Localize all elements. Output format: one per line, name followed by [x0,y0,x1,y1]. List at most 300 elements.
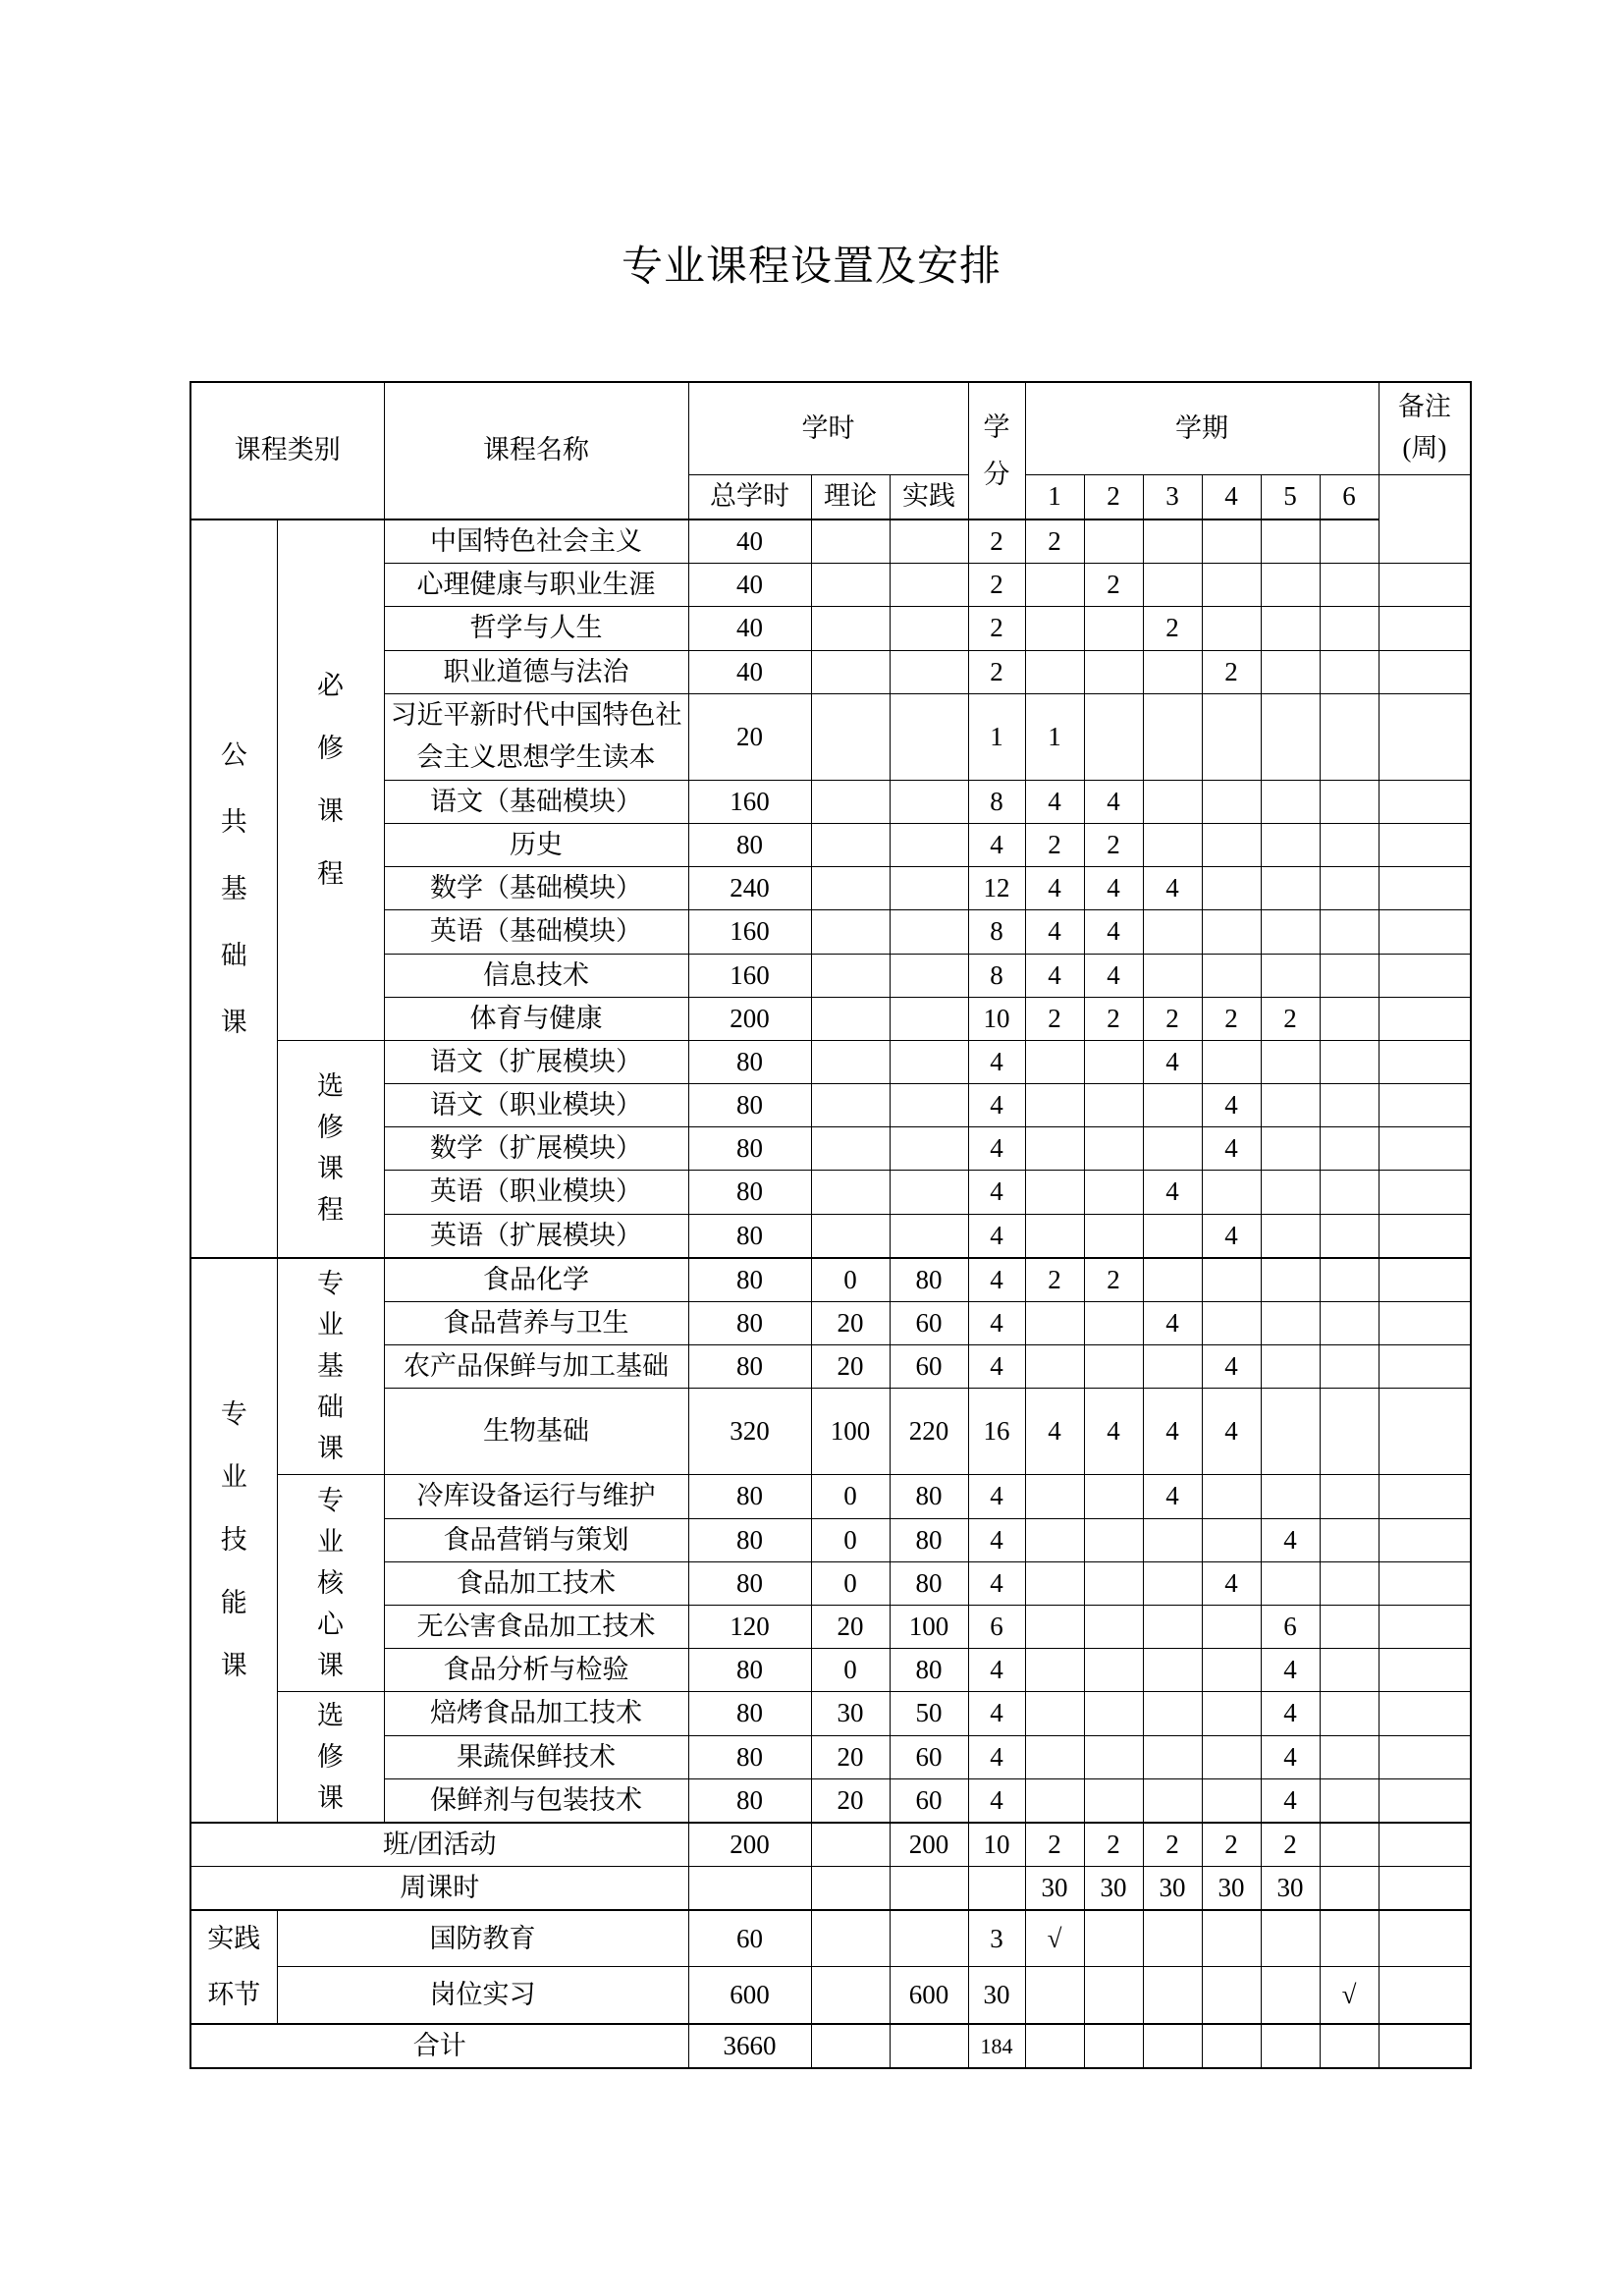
semester-5-cell [1261,867,1320,910]
category-public-base-cell [190,519,277,1258]
note-label-line1: 备注 [1397,392,1451,422]
note-cell [1379,1084,1471,1127]
note-cell [1379,1214,1471,1258]
course-name-cell: 无公害食品加工技术 [384,1605,688,1648]
semester-4-cell [1202,1910,1261,1967]
semester-6-cell [1320,1040,1379,1083]
semester-5-cell: 4 [1261,1692,1320,1735]
semester-4-cell: 2 [1202,1823,1261,1867]
semester-3-cell [1143,1692,1202,1735]
note-cell [1379,1258,1471,1302]
practice-hours-cell [890,1084,968,1127]
activity-label-cell: 班/团活动 [190,1823,688,1867]
note-cell [1379,693,1471,780]
course-name-cell: 习近平新时代中国特色社会主义思想学生读本 [384,693,688,780]
semester-3-cell [1143,519,1202,564]
category-pro-core-label: 专 业 核 心 课 [317,1485,344,1680]
semester-2-cell [1084,693,1143,780]
semester-3-cell [1143,1649,1202,1692]
semester-1-cell: 2 [1025,823,1084,866]
table-row [190,1823,1471,1867]
semester-5-cell: 4 [1261,1518,1320,1561]
note-cell [1379,1823,1471,1867]
practice-hours-cell [890,519,968,564]
semester-6-cell [1320,1649,1379,1692]
semester-5-cell [1261,1389,1320,1475]
semester-1-cell: √ [1025,1910,1084,1967]
header-sem-1: 1 [1025,474,1084,519]
semester-3-cell [1143,954,1202,997]
semester-2-cell [1084,2024,1143,2068]
semester-6-cell [1320,910,1379,954]
semester-3-cell [1143,780,1202,823]
note-cell [1379,1561,1471,1605]
credit-cell: 2 [968,650,1025,693]
semester-6-cell [1320,1735,1379,1778]
semester-6-cell [1320,607,1379,650]
semester-1-cell [1025,1214,1084,1258]
practice-hours-cell [890,1867,968,1911]
total-hours-cell: 3660 [688,2024,811,2068]
total-hours-cell [688,1867,811,1911]
semester-6-cell: √ [1320,1967,1379,2024]
semester-1-cell [1025,607,1084,650]
semester-3-cell: 2 [1143,607,1202,650]
theory-hours-cell: 20 [811,1302,890,1345]
semester-5-cell [1261,1084,1320,1127]
theory-hours-cell: 20 [811,1778,890,1823]
theory-hours-cell [811,650,890,693]
credit-cell: 1 [968,693,1025,780]
table-row [190,1475,1471,1518]
category-elective-label: 选 修 课 程 [317,1071,344,1226]
semester-3-cell [1143,1561,1202,1605]
theory-hours-cell [811,1127,890,1171]
semester-1-cell [1025,650,1084,693]
semester-4-cell: 30 [1202,1867,1261,1911]
category-skill-cell [190,1258,277,1823]
semester-6-cell [1320,1605,1379,1648]
semester-5-cell [1261,693,1320,780]
semester-5-cell: 2 [1261,1823,1320,1867]
semester-6-cell [1320,1127,1379,1171]
header-course-name: 课程名称 [384,382,688,519]
credit-cell: 4 [968,1518,1025,1561]
credit-cell: 4 [968,823,1025,866]
semester-4-cell [1202,1692,1261,1735]
semester-1-cell [1025,1084,1084,1127]
total-hours-cell: 600 [688,1967,811,2024]
semester-5-cell: 4 [1261,1735,1320,1778]
semester-3-cell: 30 [1143,1867,1202,1911]
semester-1-cell [1025,1649,1084,1692]
semester-2-cell: 4 [1084,1389,1143,1475]
practice-hours-cell: 60 [890,1302,968,1345]
course-name-cell: 心理健康与职业生涯 [384,564,688,607]
credit-cell: 8 [968,954,1025,997]
total-hours-cell: 160 [688,780,811,823]
note-cell [1379,1171,1471,1214]
semester-2-cell [1084,519,1143,564]
semester-3-cell: 4 [1143,1171,1202,1214]
semester-4-cell: 4 [1202,1345,1261,1389]
semester-2-cell: 2 [1084,997,1143,1040]
theory-hours-cell: 0 [811,1649,890,1692]
course-name-cell: 焙烤食品加工技术 [384,1692,688,1735]
semester-2-cell: 30 [1084,1867,1143,1911]
semester-3-cell: 2 [1143,997,1202,1040]
semester-3-cell [1143,1345,1202,1389]
semester-5-cell [1261,1910,1320,1967]
theory-hours-cell [811,1214,890,1258]
semester-4-cell [1202,823,1261,866]
credit-cell: 4 [968,1561,1025,1605]
semester-1-cell: 2 [1025,997,1084,1040]
practice-hours-cell [890,997,968,1040]
category-practice-cell [190,1910,277,2023]
course-name-cell: 食品营销与策划 [384,1518,688,1561]
semester-5-cell: 30 [1261,1867,1320,1911]
semester-2-cell: 4 [1084,780,1143,823]
semester-3-cell [1143,1778,1202,1823]
total-hours-cell: 160 [688,910,811,954]
semester-2-cell [1084,1345,1143,1389]
semester-5-cell [1261,1214,1320,1258]
practice-hours-cell [890,1214,968,1258]
semester-3-cell [1143,1127,1202,1171]
course-name-cell: 英语（职业模块） [384,1171,688,1214]
semester-2-cell [1084,1518,1143,1561]
practice-hours-cell: 80 [890,1518,968,1561]
practice-hours-cell: 80 [890,1561,968,1605]
semester-2-cell [1084,1302,1143,1345]
practice-hours-cell [890,1171,968,1214]
semester-5-cell [1261,954,1320,997]
category-required-label: 必 修 课 程 [317,671,344,890]
semester-5-cell [1261,780,1320,823]
practice-hours-cell [890,2024,968,2068]
category-pro-elective-label: 选 修 课 [317,1700,344,1813]
total-hours-cell: 40 [688,607,811,650]
semester-4-cell [1202,910,1261,954]
theory-hours-cell: 0 [811,1475,890,1518]
semester-1-cell [1025,1735,1084,1778]
semester-6-cell [1320,2024,1379,2068]
practice-hours-cell [890,693,968,780]
practice-hours-cell: 80 [890,1649,968,1692]
semester-3-cell: 2 [1143,1823,1202,1867]
course-name-cell: 数学（扩展模块） [384,1127,688,1171]
semester-1-cell: 30 [1025,1867,1084,1911]
semester-5-cell [1261,1171,1320,1214]
practice-hours-cell [890,1127,968,1171]
theory-hours-cell: 0 [811,1258,890,1302]
table-row [190,1040,1471,1083]
semester-3-cell [1143,1214,1202,1258]
semester-6-cell [1320,1302,1379,1345]
course-name-cell: 语文（职业模块） [384,1084,688,1127]
note-cell [1379,2024,1471,2068]
total-hours-cell: 80 [688,1561,811,1605]
credit-label: 学 分 [983,412,1010,489]
semester-5-cell: 4 [1261,1778,1320,1823]
theory-hours-cell [811,780,890,823]
course-name-cell: 哲学与人生 [384,607,688,650]
total-hours-cell: 80 [688,1475,811,1518]
credit-cell: 4 [968,1084,1025,1127]
semester-1-cell: 1 [1025,693,1084,780]
credit-cell: 4 [968,1649,1025,1692]
theory-hours-cell [811,954,890,997]
semester-3-cell: 4 [1143,1302,1202,1345]
semester-1-cell [1025,2024,1084,2068]
theory-hours-cell [811,607,890,650]
table-row [190,2024,1471,2068]
total-hours-cell: 40 [688,519,811,564]
semester-1-cell [1025,1475,1084,1518]
semester-2-cell: 4 [1084,910,1143,954]
total-hours-cell: 80 [688,1518,811,1561]
semester-5-cell: 6 [1261,1605,1320,1648]
header-course-category: 课程类别 [190,382,384,519]
practice-hours-cell: 50 [890,1692,968,1735]
theory-hours-cell [811,1084,890,1127]
course-name-cell: 农产品保鲜与加工基础 [384,1345,688,1389]
semester-4-cell: 2 [1202,650,1261,693]
note-cell [1379,1867,1471,1911]
credit-cell: 8 [968,780,1025,823]
note-cell [1379,1518,1471,1561]
category-practice-line2: 环节 [207,1979,261,2009]
theory-hours-cell [811,823,890,866]
header-practice: 实践 [890,474,968,519]
semester-5-cell [1261,1967,1320,2024]
credit-cell: 184 [968,2024,1025,2068]
note-merged-cell [1379,474,1471,564]
note-cell [1379,1605,1471,1648]
course-name-cell: 保鲜剂与包装技术 [384,1778,688,1823]
total-hours-cell: 20 [688,693,811,780]
theory-hours-cell [811,1910,890,1967]
practice-hours-cell [890,823,968,866]
credit-cell: 16 [968,1389,1025,1475]
practice-hours-cell: 60 [890,1345,968,1389]
course-name-cell: 体育与健康 [384,997,688,1040]
practice-hours-cell: 60 [890,1735,968,1778]
semester-2-cell [1084,1605,1143,1648]
header-total-hours: 总学时 [688,474,811,519]
note-cell [1379,1040,1471,1083]
course-name-cell: 中国特色社会主义 [384,519,688,564]
credit-cell: 4 [968,1778,1025,1823]
semester-2-cell [1084,1127,1143,1171]
note-cell [1379,1735,1471,1778]
semester-5-cell: 4 [1261,1649,1320,1692]
semester-1-cell [1025,1302,1084,1345]
credit-cell: 4 [968,1735,1025,1778]
semester-5-cell [1261,607,1320,650]
table-row [190,1910,1471,1967]
course-name-cell: 历史 [384,823,688,866]
note-cell [1379,780,1471,823]
semester-4-cell [1202,1735,1261,1778]
theory-hours-cell: 20 [811,1345,890,1389]
semester-4-cell [1202,1518,1261,1561]
credit-cell: 10 [968,997,1025,1040]
semester-4-cell: 4 [1202,1389,1261,1475]
semester-4-cell [1202,693,1261,780]
theory-hours-cell [811,519,890,564]
note-cell [1379,1692,1471,1735]
note-cell [1379,1778,1471,1823]
note-cell [1379,607,1471,650]
header-note [1379,382,1471,474]
grand-total-label-cell: 合计 [190,2024,688,2068]
note-cell [1379,997,1471,1040]
course-name-cell: 语文（扩展模块） [384,1040,688,1083]
semester-6-cell [1320,1561,1379,1605]
credit-cell: 4 [968,1692,1025,1735]
course-name-cell: 数学（基础模块） [384,867,688,910]
practice-hours-cell: 80 [890,1258,968,1302]
credit-cell: 4 [968,1258,1025,1302]
credit-cell: 8 [968,910,1025,954]
semester-1-cell [1025,1778,1084,1823]
credit-cell: 30 [968,1967,1025,2024]
semester-6-cell [1320,1084,1379,1127]
credit-cell: 4 [968,1171,1025,1214]
semester-3-cell [1143,1910,1202,1967]
semester-2-cell [1084,1561,1143,1605]
total-hours-cell: 80 [688,1649,811,1692]
semester-1-cell [1025,1518,1084,1561]
course-name-cell: 冷库设备运行与维护 [384,1475,688,1518]
practice-hours-cell [890,607,968,650]
semester-4-cell [1202,1171,1261,1214]
semester-4-cell [1202,1649,1261,1692]
semester-4-cell [1202,564,1261,607]
semester-4-cell [1202,1967,1261,2024]
semester-1-cell [1025,564,1084,607]
header-sem-2: 2 [1084,474,1143,519]
total-hours-cell: 80 [688,1692,811,1735]
semester-3-cell [1143,1735,1202,1778]
semester-2-cell [1084,1475,1143,1518]
category-practice-line1: 实践 [207,1924,261,1954]
course-name-cell: 食品化学 [384,1258,688,1302]
theory-hours-cell: 30 [811,1692,890,1735]
semester-2-cell [1084,1910,1143,1967]
semester-1-cell: 4 [1025,867,1084,910]
semester-1-cell: 4 [1025,780,1084,823]
practice-hours-cell [890,650,968,693]
semester-6-cell [1320,1214,1379,1258]
semester-6-cell [1320,1823,1379,1867]
theory-hours-cell: 0 [811,1518,890,1561]
course-name-cell: 英语（扩展模块） [384,1214,688,1258]
course-name-cell: 食品分析与检验 [384,1649,688,1692]
semester-6-cell [1320,1692,1379,1735]
semester-6-cell [1320,1910,1379,1967]
semester-6-cell [1320,997,1379,1040]
semester-6-cell [1320,1345,1379,1389]
semester-1-cell: 4 [1025,1389,1084,1475]
header-sem-5: 5 [1261,474,1320,519]
credit-cell: 3 [968,1910,1025,1967]
semester-1-cell: 2 [1025,1258,1084,1302]
total-hours-cell: 40 [688,650,811,693]
note-label-line2: (周) [1402,433,1447,464]
semester-2-cell [1084,1778,1143,1823]
semester-3-cell [1143,823,1202,866]
semester-5-cell [1261,1258,1320,1302]
category-skill-label: 专 业 技 能 课 [220,1399,247,1681]
credit-cell: 4 [968,1040,1025,1083]
category-pro-elective-cell [277,1692,384,1823]
practice-hours-cell [890,910,968,954]
total-hours-cell: 80 [688,1127,811,1171]
category-required-cell [277,519,384,1040]
course-name-cell: 英语（基础模块） [384,910,688,954]
total-hours-cell: 80 [688,1040,811,1083]
theory-hours-cell [811,1823,890,1867]
semester-4-cell [1202,780,1261,823]
table-row [190,1258,1471,1302]
course-name-cell: 食品营养与卫生 [384,1302,688,1345]
semester-1-cell [1025,1967,1084,2024]
semester-1-cell: 4 [1025,910,1084,954]
table-row [190,519,1471,564]
semester-5-cell [1261,564,1320,607]
semester-3-cell [1143,693,1202,780]
note-cell [1379,1389,1471,1475]
credit-cell: 4 [968,1214,1025,1258]
total-hours-cell: 200 [688,1823,811,1867]
practice-hours-cell [890,1040,968,1083]
table-row [190,1967,1471,2024]
credit-cell: 2 [968,519,1025,564]
note-cell [1379,823,1471,866]
category-elective-cell [277,1040,384,1257]
semester-4-cell [1202,607,1261,650]
semester-2-cell: 4 [1084,867,1143,910]
semester-1-cell: 4 [1025,954,1084,997]
semester-1-cell: 2 [1025,519,1084,564]
semester-4-cell [1202,519,1261,564]
semester-6-cell [1320,954,1379,997]
total-hours-cell: 160 [688,954,811,997]
semester-1-cell [1025,1127,1084,1171]
theory-hours-cell [811,867,890,910]
practice-hours-cell: 220 [890,1389,968,1475]
practice-hours-cell: 60 [890,1778,968,1823]
practice-hours-cell: 100 [890,1605,968,1648]
semester-4-cell [1202,1040,1261,1083]
semester-2-cell [1084,607,1143,650]
semester-3-cell [1143,910,1202,954]
semester-3-cell [1143,1967,1202,2024]
total-hours-cell: 80 [688,1735,811,1778]
semester-6-cell [1320,1389,1379,1475]
note-cell [1379,954,1471,997]
total-hours-cell: 40 [688,564,811,607]
semester-1-cell [1025,1561,1084,1605]
theory-hours-cell [811,693,890,780]
semester-3-cell [1143,2024,1202,2068]
semester-1-cell [1025,1171,1084,1214]
semester-4-cell [1202,867,1261,910]
semester-5-cell [1261,650,1320,693]
